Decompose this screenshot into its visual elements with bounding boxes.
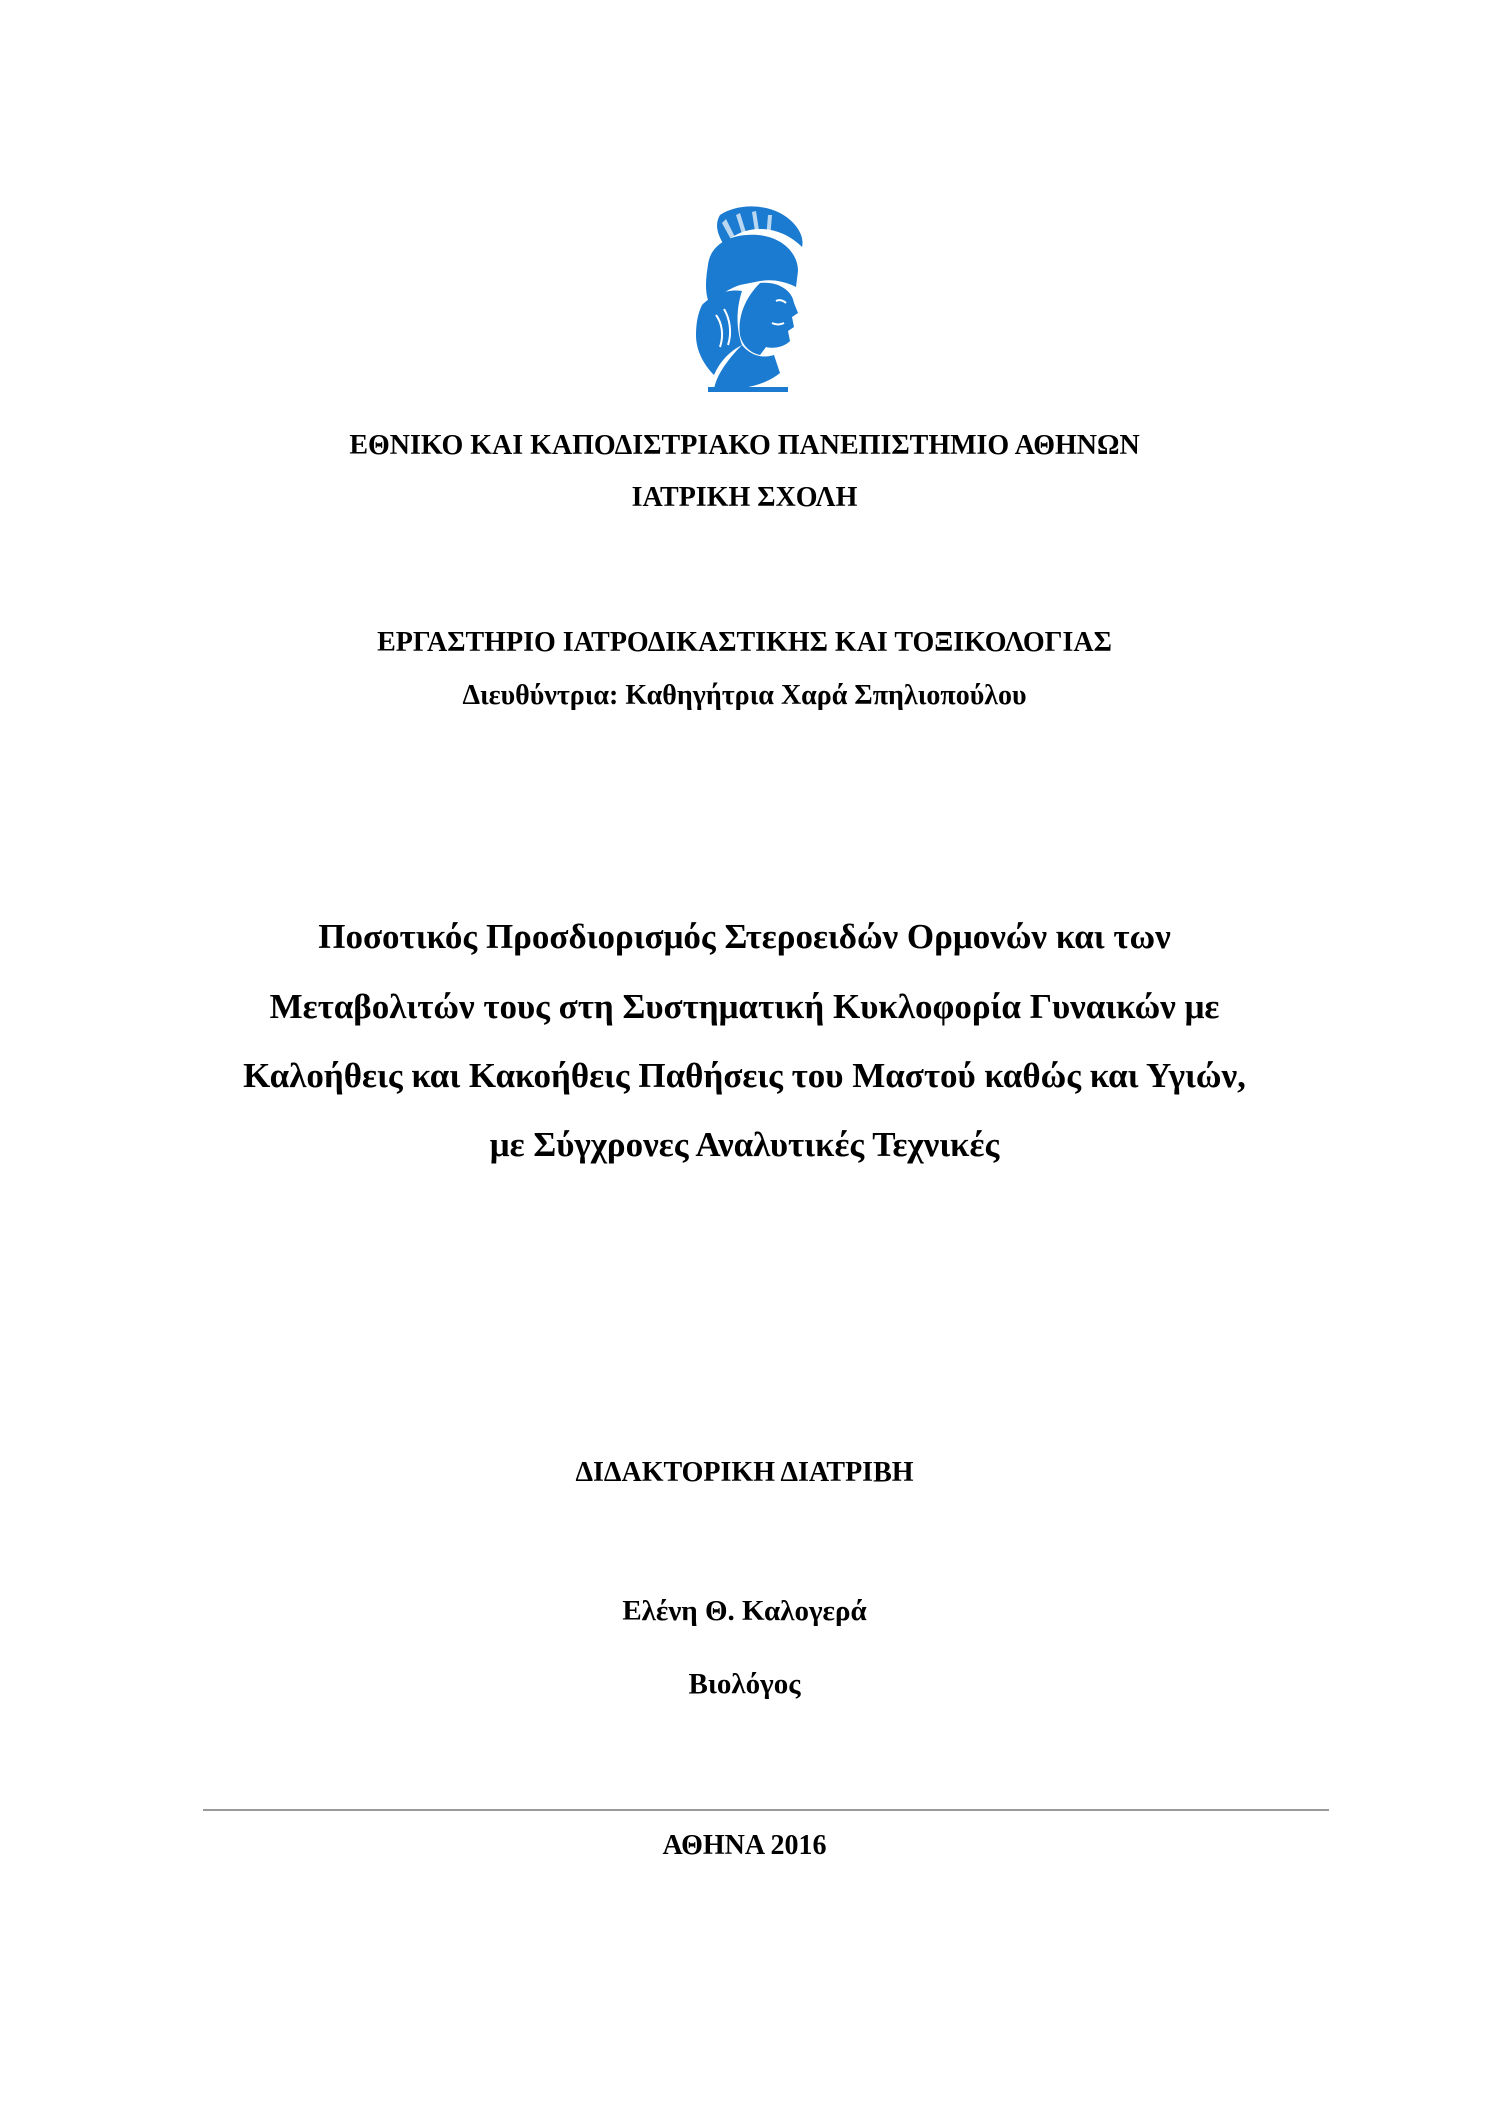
thesis-title-line-3: Καλοήθεις και Κακοήθεις Παθήσεις του Μαστού καθώς και Υγιών, <box>243 1056 1246 1095</box>
document-type: ΔΙΔΑΚΤΟΡΙΚΗ ΔΙΑΤΡΙΒΗ <box>575 1457 914 1488</box>
author-name: Ελένη Θ. Καλογερά <box>622 1595 867 1627</box>
university-name: ΕΘΝΙΚΟ ΚΑΙ ΚΑΠΟΔΙΣΤΡΙΑΚΟ ΠΑΝΕΠΙΣΤΗΜΙΟ ΑΘΗΝΩΝ <box>349 430 1140 461</box>
laboratory-name: ΕΡΓΑΣΤΗΡΙΟ ΙΑΤΡΟΔΙΚΑΣΤΙΚΗΣ ΚΑΙ ΤΟΞΙΚΟΛΟΓΙΑΣ <box>377 627 1112 658</box>
thesis-title-line-4: με Σύγχρονες Αναλυτικές Τεχνικές <box>489 1125 1000 1164</box>
laboratory-director: Διευθύντρια: Καθηγήτρια Χαρά Σπηλιοπούλου <box>462 680 1027 711</box>
thesis-title-line-1: Ποσοτικός Προσδιορισμός Στεροειδών Ορμονών και των <box>318 917 1171 956</box>
faculty-name: ΙΑΤΡΙΚΗ ΣΧΟΛΗ <box>631 482 858 513</box>
thesis-title-line-2: Μεταβολιτών τους στη Συστηματική Κυκλοφορία Γυναικών με <box>269 987 1220 1026</box>
author-profession: Βιολόγος <box>688 1668 801 1700</box>
place-and-year: ΑΘΗΝΑ 2016 <box>662 1830 827 1861</box>
footer-divider <box>203 1809 1329 1811</box>
athena-head-emblem-icon <box>680 205 815 395</box>
